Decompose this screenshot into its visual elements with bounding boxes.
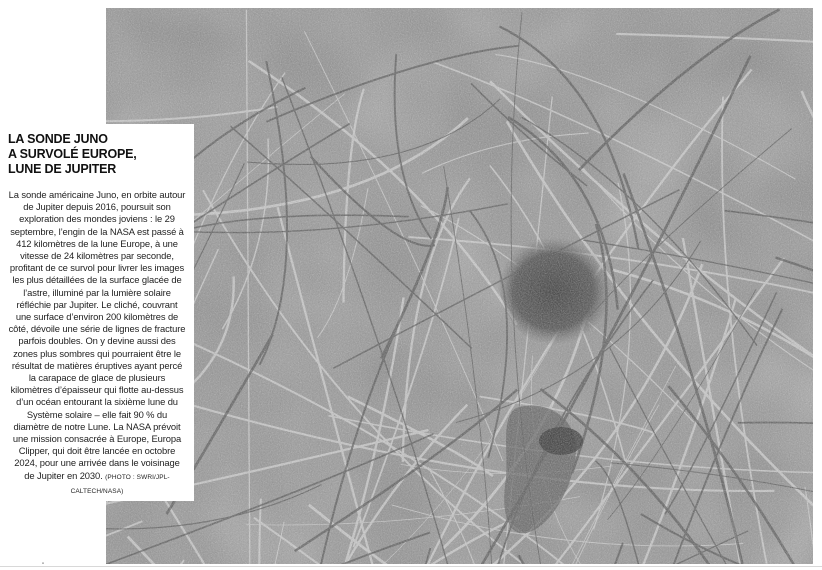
page-divider [0,566,822,567]
europa-surface-image [106,8,813,564]
title-line: LA SONDE JUNO [8,132,108,146]
title-line: LUNE DE JUPITER [8,162,117,176]
title-line: A SURVOLÉ EUROPE, [8,147,137,161]
article-body [8,189,186,498]
photo-credit: (PHOTO : SWRI/JPL-CALTECH/NASA) [70,473,170,495]
article-body-text: La sonde américaine Juno, en orbite autour de Jupiter depuis 2016, poursuit son exploration des mondes joviens : le 29 septembre, l’engin de la NASA est passé à 412 kilomètres de la lune Europe, à une vitesse de 24 kilomètres par seconde, profitant de ce survol pour livrer les images les plus détaillées de la surface glacée de l’astre, illuminé par la lumière solaire réfléchie par Jupiter. Le cliché, couvrant une surface d’environ 200 kilomètres de côté, dévoile une série de lignes de fracture parfois doubles. On y devine aussi des zones plus sombres qui pourraient être le résultat de matières éruptives ayant percé la carapace de glace de plusieurs kilomètres d’épaisseur qui flotte au-dessus d’un océan entourant la sixième lune du Système solaire – elle fait 90 % du diamètre de notre Lune. La NASA prévoit une mission consacrée à Europe, Europa Clipper, qui doit être lancée en octobre 2024, pour une arrivée dans le voisinage de Jupiter en 2030. [8,189,186,481]
caption-panel [0,124,194,501]
footer-mark: " [42,563,45,569]
europa-surface-photo [106,8,813,564]
article-title [8,132,186,177]
